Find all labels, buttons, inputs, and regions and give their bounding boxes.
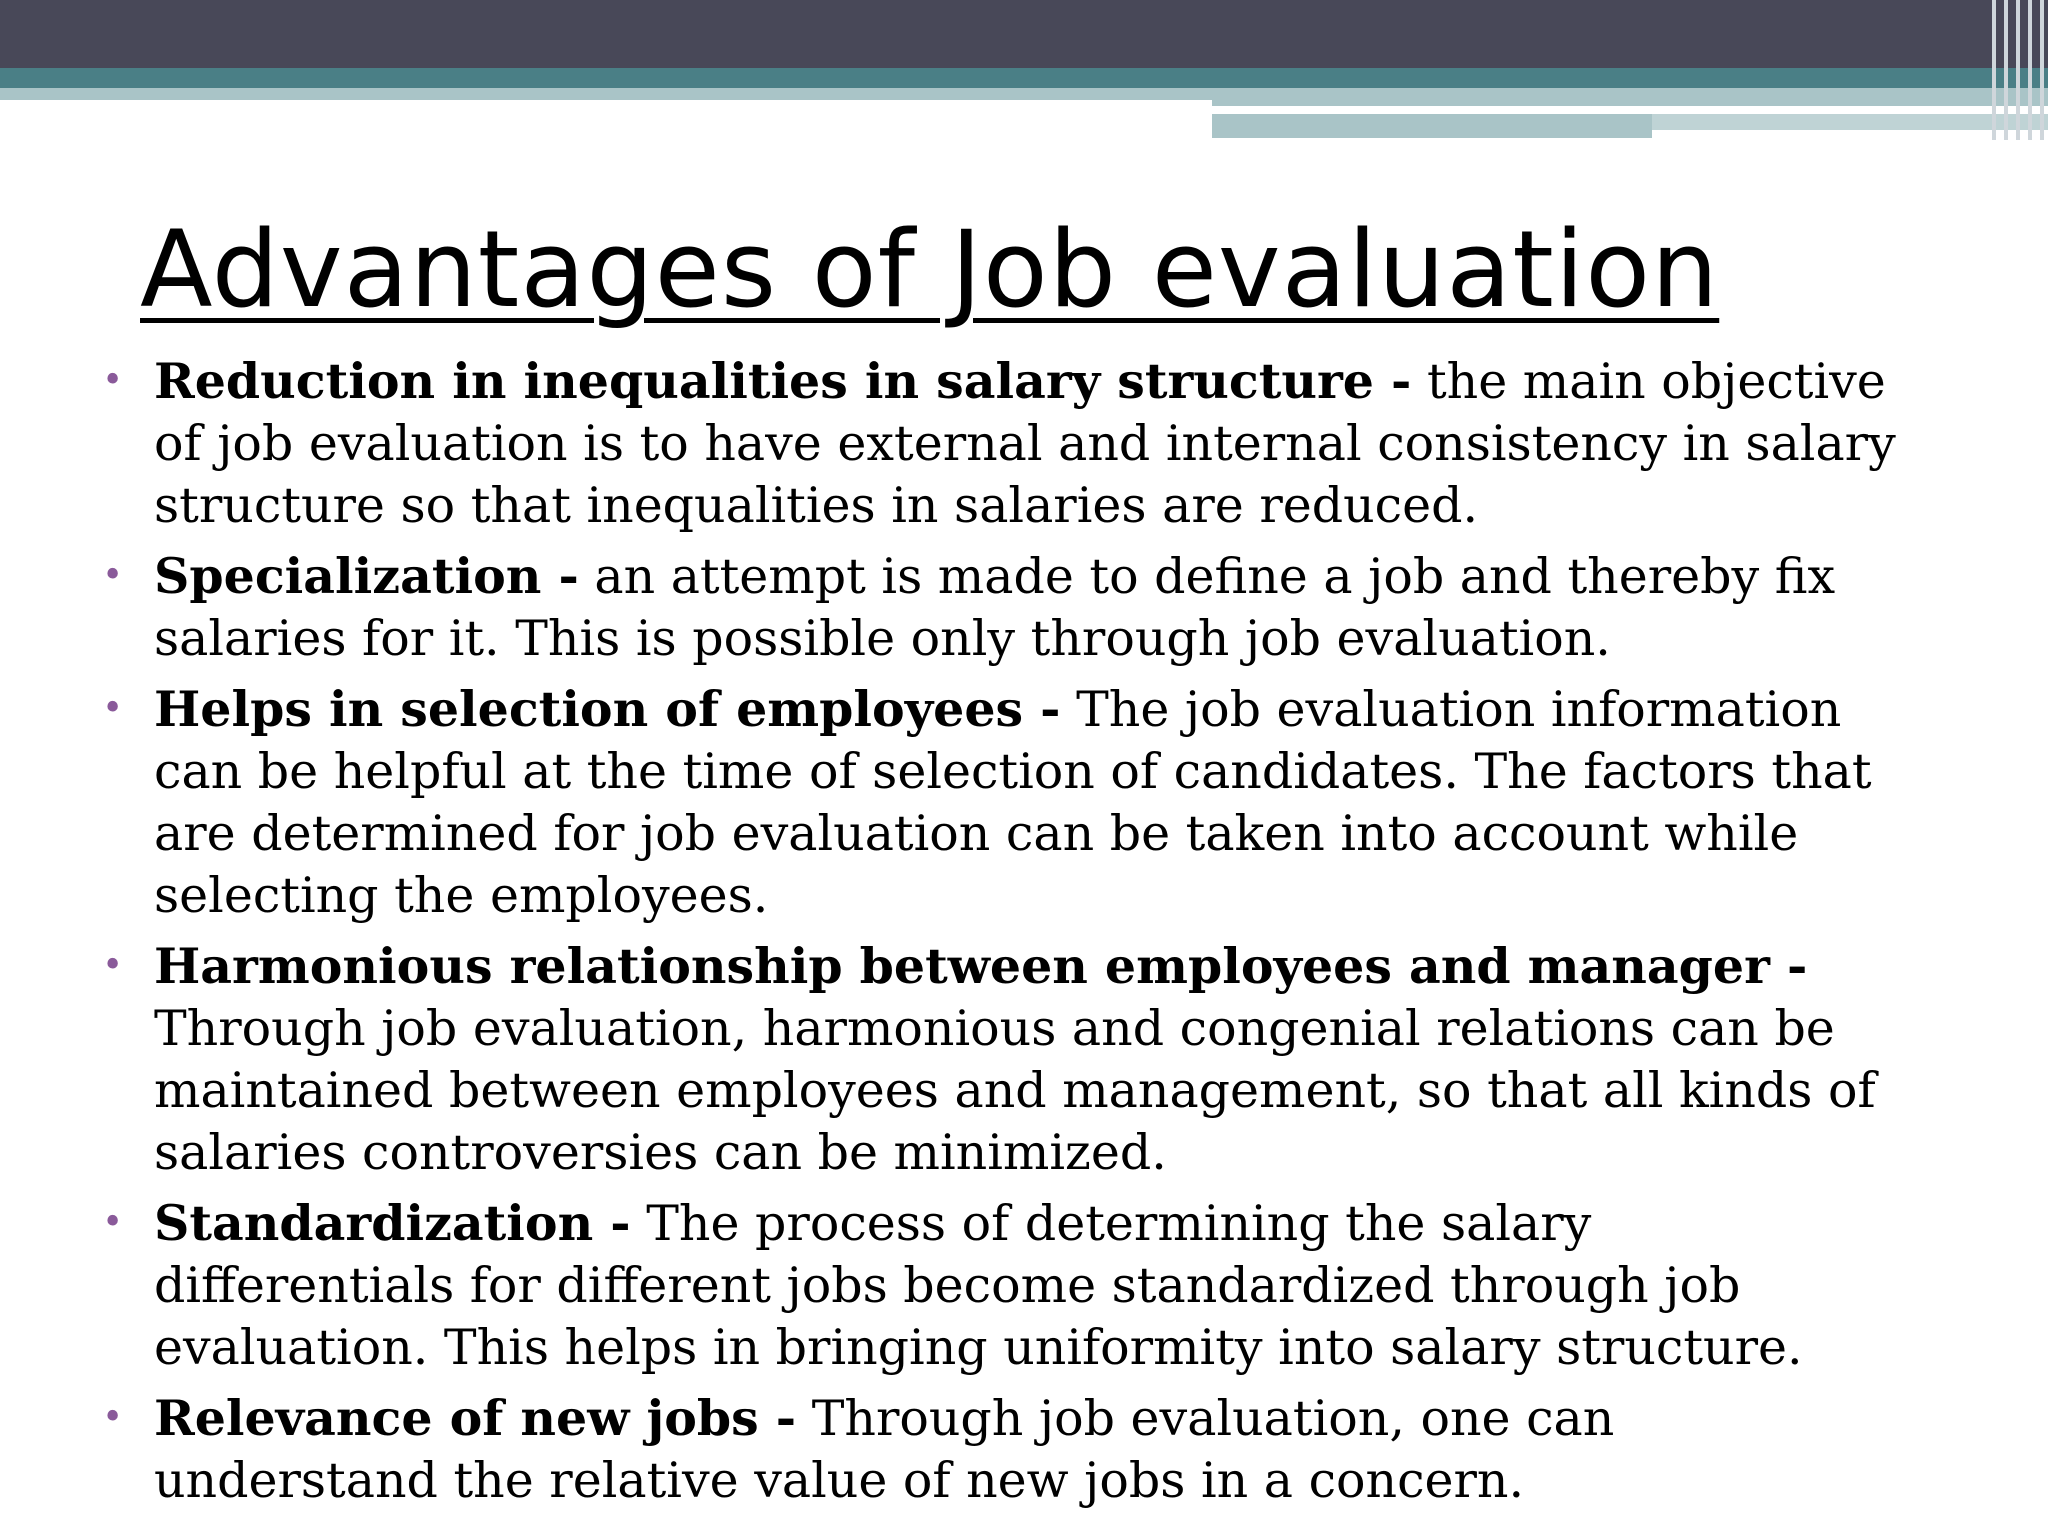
header-band-dark — [0, 0, 2048, 68]
item-term: Helps in selection of employees - — [154, 680, 1061, 738]
item-text: The process of determining the salary differentials for different jobs become standardized through job evaluation. This helps in bringing uniformity into salary structure. — [154, 1195, 1803, 1376]
header-edge-lines — [1984, 0, 2048, 140]
item-text: Through job evaluation, harmonious and congenial relations can be maintained between employees and management, so that all kinds of salaries controversies can be minimized. — [154, 1000, 1876, 1181]
bullet-dot-icon: • — [102, 360, 124, 401]
item-text: The job evaluation information can be helpful at the time of selection of candidates. The factors that are determined for job evaluation can be taken into account while selecting the employees. — [154, 681, 1872, 924]
item-text: Through job evaluation, one can understand the relative value of new jobs in a concern. — [154, 1390, 1615, 1509]
header-band-light-lower — [1212, 114, 1652, 138]
list-item — [96, 678, 1896, 927]
header-band-teal — [0, 68, 2048, 88]
item-term: Reduction in inequalities in salary structure - — [154, 352, 1412, 410]
bullet-dot-icon: • — [102, 688, 124, 729]
list-item — [96, 350, 1896, 537]
header-band-light-right — [1212, 88, 2048, 106]
item-term: Specialization - — [154, 547, 579, 605]
slide-title: Advantages of Job evaluation — [140, 208, 1720, 331]
list-item — [96, 1192, 1896, 1379]
list-item — [96, 1387, 1896, 1512]
list-item — [96, 935, 1896, 1184]
item-term: Relevance of new jobs - — [154, 1389, 797, 1447]
item-term: Harmonious relationship between employees and manager - — [154, 937, 1808, 995]
bullet-dot-icon: • — [102, 1397, 124, 1438]
bullet-dot-icon: • — [102, 555, 124, 596]
item-text: an attempt is made to define a job and thereby fix salaries for it. This is possible only through job evaluation. — [154, 548, 1836, 667]
item-term: Standardization - — [154, 1194, 631, 1252]
header-band-light — [0, 88, 1212, 100]
bullet-dot-icon: • — [102, 945, 124, 986]
bullet-list — [96, 350, 1896, 1520]
list-item — [96, 545, 1896, 670]
bullet-dot-icon: • — [102, 1202, 124, 1243]
item-text: the main objective of job evaluation is to have external and internal consistency in salary structure so that inequalities in salaries are reduced. — [154, 353, 1896, 534]
